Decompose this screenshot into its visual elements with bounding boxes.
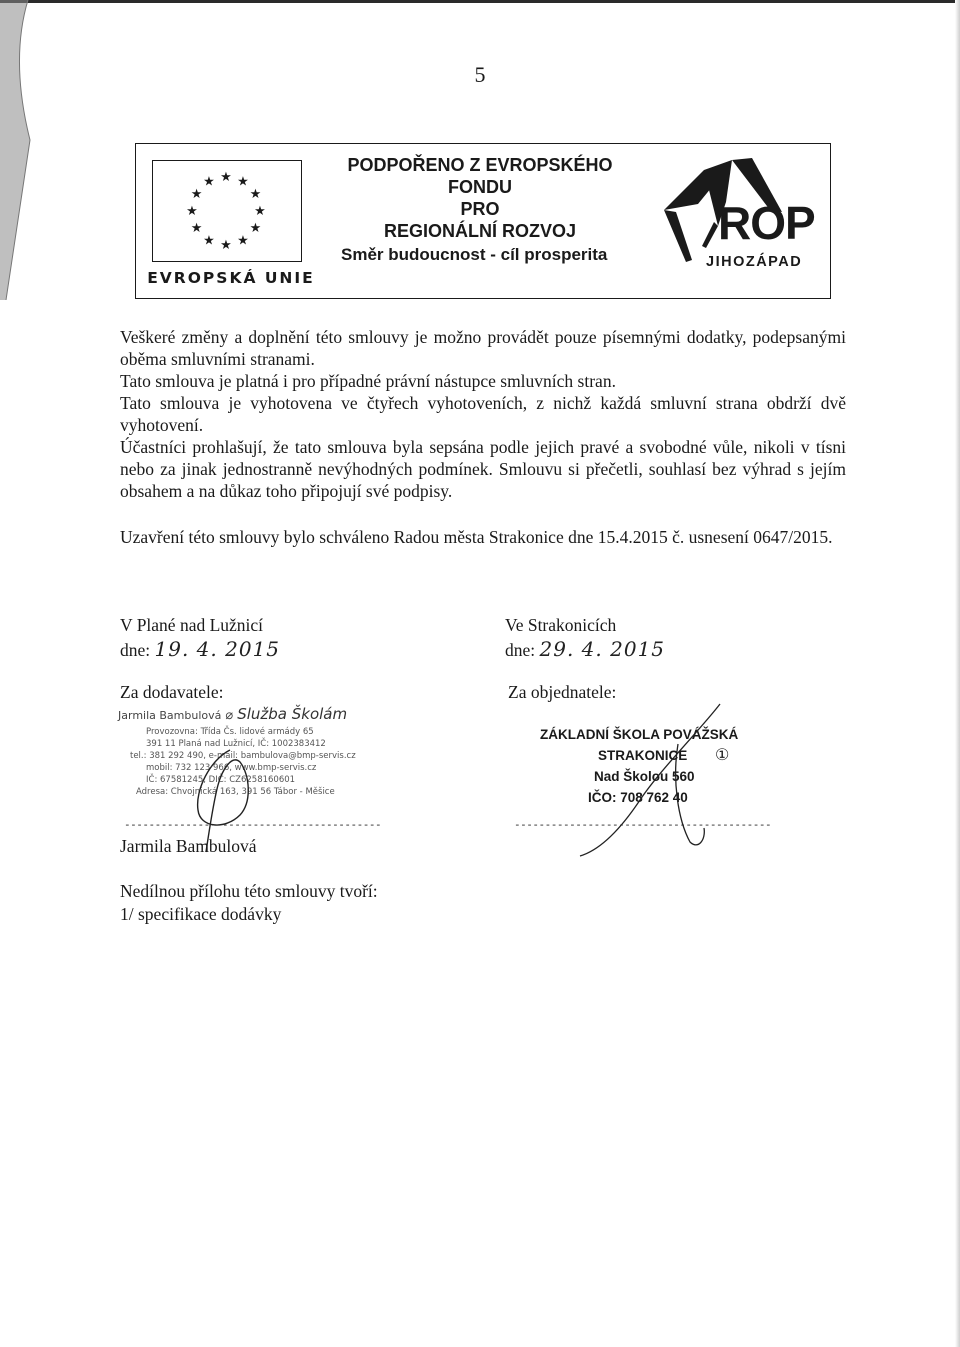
stamp-line: mobil: 732 123 966, www.bmp-servis.cz [146, 763, 317, 773]
scan-edge-right [955, 0, 960, 1347]
stamp-line: Adresa: Chvojnická 163, 391 56 Tábor - Měšice [136, 787, 335, 797]
eu-label: EVROPSKÁ UNIE [147, 269, 315, 287]
eu-star-icon: ★ [220, 170, 232, 185]
scan-fold-mark [0, 0, 110, 300]
signature-line-customer: ------------------------------------------ [514, 818, 772, 831]
signature-block-supplier [120, 614, 450, 662]
eu-star-icon: ★ [190, 221, 203, 236]
rop-region: JIHOZÁPAD [706, 254, 803, 270]
eu-star-icon: ★ [254, 204, 266, 219]
date-label: dne: [120, 640, 151, 660]
customer-role: Za objednatele: [508, 682, 617, 702]
rop-logo-text: ROP [718, 197, 815, 249]
handwritten-date: 29. 4. 2015 [539, 637, 666, 661]
appendix [120, 880, 378, 926]
stamp-line: ZÁKLADNÍ ŠKOLA POVÁŽSKÁ [540, 727, 739, 742]
stamp-name: Jarmila Bambulová [118, 709, 222, 722]
customer-signature [560, 700, 740, 860]
stamp-line: IČO: 708 762 40 [588, 790, 688, 805]
fund-title-line: REGIONÁLNÍ ROZVOJ [383, 221, 576, 241]
eu-star-icon: ★ [220, 238, 232, 253]
eu-star-icon: ★ [249, 187, 262, 202]
supplier-signer-name: Jarmila Bambulová [120, 836, 257, 856]
handwritten-date: 19. 4. 2015 [154, 637, 281, 661]
stamp-line: Provozovna: Třída Čs. lidové armády 65 [146, 727, 314, 737]
appendix-title: Nedílnou přílohu této smlouvy tvoří: [120, 881, 378, 901]
banner-slogan: Směr budoucnost - cíl prosperita [341, 245, 608, 264]
stamp-line: tel.: 381 292 490, e-mail: bambulova@bmp-servis.cz [130, 751, 356, 761]
signature-date-row [505, 638, 825, 662]
clause-paragraph: Veškeré změny a doplnění této smlouvy je možno provádět pouze písemnými dodatky, podepsanými oběma smluvními stranami. [120, 327, 846, 369]
supplier-role: Za dodavatele: [120, 682, 224, 702]
scan-edge-top [0, 0, 960, 3]
eu-star-icon: ★ [237, 174, 249, 190]
signature-block-customer [505, 614, 825, 662]
approval-text: Uzavření této smlouvy bylo schváleno Radou města Strakonice dne 15.4.2015 č. usnesení 0647/2015. [120, 527, 833, 547]
eu-flag [152, 160, 302, 262]
page-number: 5 [474, 62, 486, 87]
fund-title [320, 154, 640, 242]
fund-title-line: PODPOŘENO Z EVROPSKÉHO FONDU [347, 155, 613, 197]
stamp-line: IČ: 67581245, DIČ: CZ6258160601 [146, 775, 296, 785]
signature-place: V Plané nad Lužnicí [120, 615, 264, 635]
fund-title-line: PRO [460, 199, 500, 219]
eu-star-icon: ★ [186, 204, 198, 219]
stamp-header [118, 705, 378, 724]
signature-line-supplier: ------------------------------------------ [124, 818, 382, 831]
stamp-brand: Služba Školám [237, 705, 348, 723]
eu-star-icon: ★ [249, 221, 262, 236]
stamp-line: Nad Školou 560 [594, 769, 695, 784]
eu-star-icon: ★ [237, 233, 249, 249]
appendix-item: 1/ specifikace dodávky [120, 904, 282, 924]
date-label: dne: [505, 640, 536, 660]
eu-stars-icon [153, 161, 300, 260]
stamp-mark: ① [715, 747, 730, 764]
funding-banner [135, 143, 831, 299]
eu-star-icon: ★ [203, 174, 215, 190]
stamp-line: 391 11 Planá nad Lužnicí, IČ: 1002383412 [146, 739, 326, 749]
stamp-line: STRAKONICE [598, 748, 688, 763]
signature-date-row [120, 638, 450, 662]
eu-star-icon: ★ [203, 233, 215, 249]
paperclip-icon: ⌀ [225, 707, 234, 722]
clause-paragraph: Účastníci prohlašují, že tato smlouva byla sepsána podle jejich pravé a svobodné vůle, nikoli v tísni nebo za jinak jednostranně nevýhodných podmínek. Smlouvu si přečetli, souhlasí bez výhrad s jejím obsahem a na důkaz toho připojují své podpisy. [120, 437, 846, 501]
clause-paragraph: Tato smlouva je vyhotovena ve čtyřech vyhotoveních, z nichž každá smluvní strana obdrží dvě vyhotovení. [120, 393, 846, 435]
clause-paragraph: Tato smlouva je platná i pro případné právní nástupce smluvních stran. [120, 371, 616, 391]
eu-star-icon: ★ [190, 187, 203, 202]
signature-place: Ve Strakonicích [505, 615, 617, 635]
approval-paragraph [120, 526, 846, 548]
contract-clauses [120, 326, 846, 502]
